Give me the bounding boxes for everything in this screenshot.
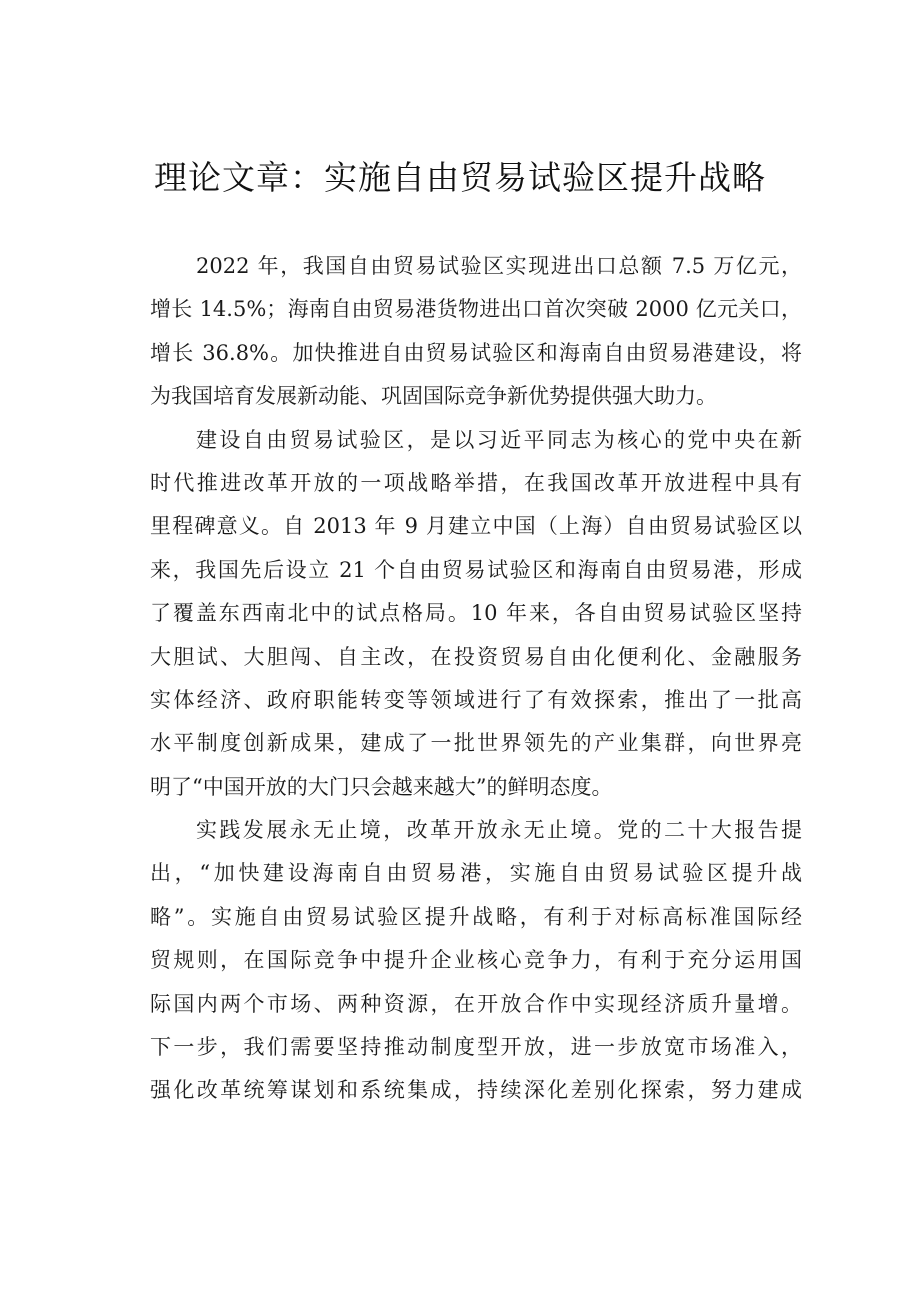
body-line: 下一步，我们需要坚持推动制度型开放，进一步放宽市场准入， [150, 1035, 802, 1060]
body-line: 时代推进改革开放的一项战略举措，在我国改革开放进程中具有 [150, 470, 802, 495]
body-line: 增长 14.5%；海南自由贸易港货物进出口首次突破 2000 亿元关口， [150, 297, 802, 322]
document-title: 理论文章：实施自由贸易试验区提升战略 [154, 158, 766, 197]
body-line: 强化改革统筹谋划和系统集成，持续深化差别化探索，努力建成 [150, 1078, 802, 1103]
body-line: 建设自由贸易试验区，是以习近平同志为核心的党中央在新 [196, 427, 802, 452]
body-line: 大胆试、大胆闯、自主改，在投资贸易自由化便利化、金融服务 [150, 644, 802, 669]
body-line: 出，“加快建设海南自由贸易港，实施自由贸易试验区提升战 [150, 861, 802, 886]
body-line: 际国内两个市场、两种资源，在开放合作中实现经济质升量增。 [150, 991, 802, 1016]
body-line: 了覆盖东西南北中的试点格局。10 年来，各自由贸易试验区坚持 [150, 601, 802, 626]
body-line: 明了“中国开放的大门只会越来越大”的鲜明态度。 [150, 774, 613, 799]
body-line: 2022 年，我国自由贸易试验区实现进出口总额 7.5 万亿元， [196, 254, 802, 278]
body-line: 为我国培育发展新动能、巩固国际竞争新优势提供强大助力。 [150, 384, 717, 409]
body-line: 实体经济、政府职能转变等领域进行了有效探索，推出了一批高 [150, 687, 802, 712]
document-body [150, 245, 802, 1113]
body-line: 实践发展永无止境，改革开放永无止境。党的二十大报告提 [196, 818, 802, 843]
body-line: 来，我国先后设立 21 个自由贸易试验区和海南自由贸易港，形成 [150, 557, 802, 582]
body-line: 略”。实施自由贸易试验区提升战略，有利于对标高标准国际经 [150, 904, 802, 929]
body-line: 里程碑意义。自 2013 年 9 月建立中国（上海）自由贸易试验区以 [150, 514, 802, 539]
body-line: 水平制度创新成果，建成了一批世界领先的产业集群，向世界亮 [150, 731, 802, 756]
body-line: 增长 36.8%。加快推进自由贸易试验区和海南自由贸易港建设，将 [150, 340, 802, 365]
body-line: 贸规则，在国际竞争中提升企业核心竞争力，有利于充分运用国 [150, 948, 802, 973]
